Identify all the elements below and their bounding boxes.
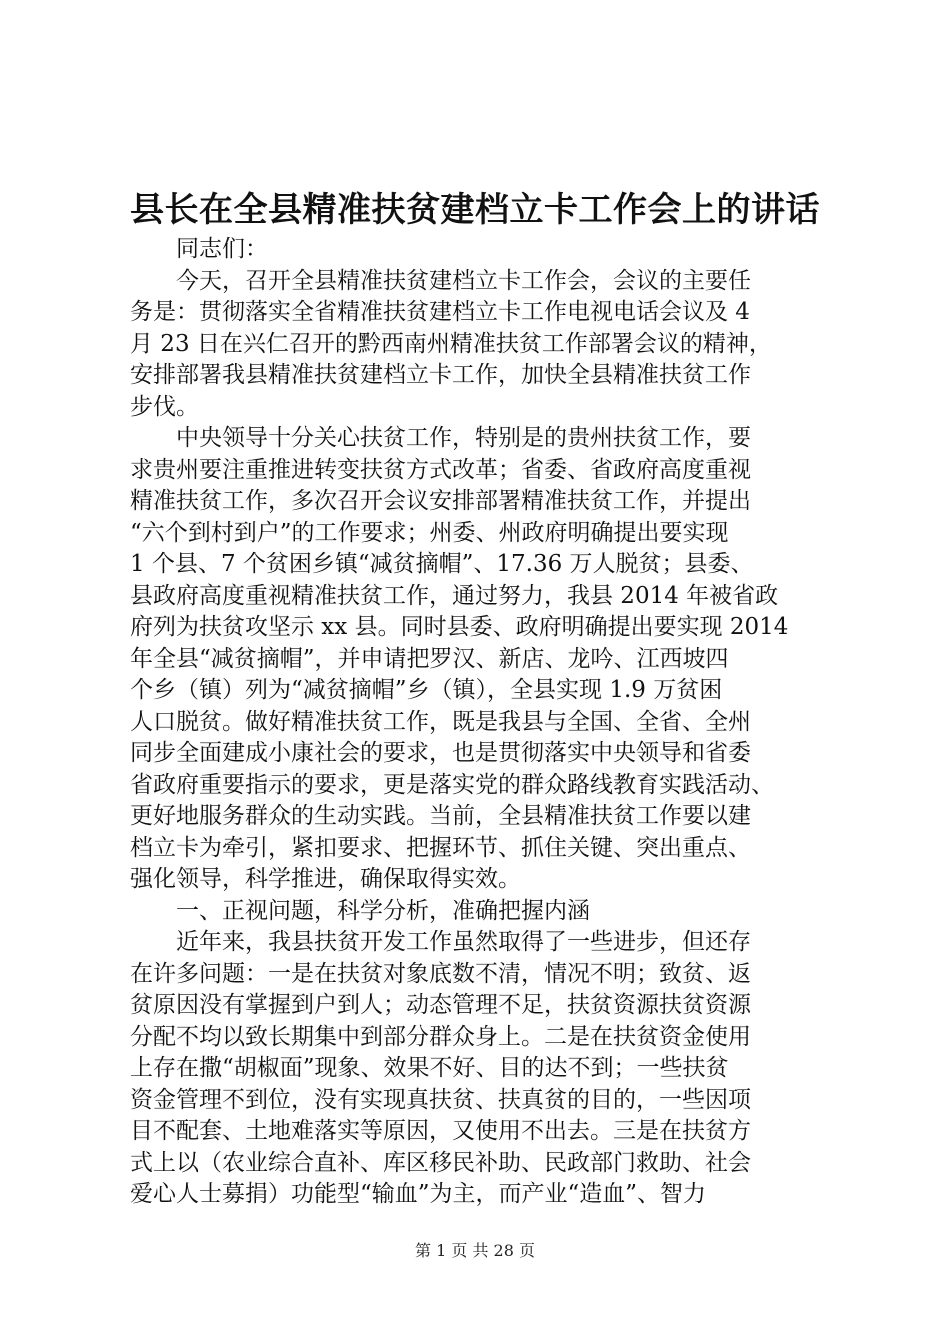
body-line: 求贵州要注重推进转变扶贫方式改革；省委、省政府高度重视 xyxy=(130,456,751,483)
body-line: 爱心人士募捐）功能型“输血”为主，而产业“造血”、智力 xyxy=(130,1181,707,1207)
document-body xyxy=(130,234,830,1211)
body-line: 资金管理不到位，没有实现真扶贫、扶真贫的目的，一些因项 xyxy=(130,1086,751,1113)
body-line: 今天，召开全县精准扶贫建档立卡工作会，会议的主要任 xyxy=(130,267,751,294)
body-line: 个乡（镇）列为“减贫摘帽”乡（镇），全县实现 1.9 万贫困 xyxy=(130,677,723,703)
body-line: 同步全面建成小康社会的要求，也是贯彻落实中央领导和省委 xyxy=(130,740,751,766)
body-line: 务是：贯彻落实全省精准扶贫建档立卡工作电视电话会议及 4 xyxy=(130,299,750,325)
body-line: 式上以（农业综合直补、库区移民补助、民政部门救助、社会 xyxy=(130,1149,751,1176)
body-line: 贫原因没有掌握到户到人；动态管理不足，扶贫资源扶贫资源 xyxy=(130,992,751,1018)
body-line: 目不配套、土地难落实等原因，又使用不出去。三是在扶贫方 xyxy=(130,1118,751,1144)
body-line: 档立卡为牵引，紧扣要求、把握环节、抓住关键、突出重点、 xyxy=(130,834,751,861)
body-line: 分配不均以致长期集中到部分群众身上。二是在扶贫资金使用 xyxy=(130,1023,751,1050)
body-line: 1 个县、7 个贫困乡镇“减贫摘帽”、17.36 万人脱贫；县委、 xyxy=(130,551,754,577)
body-line: 强化领导，科学推进，确保取得实效。 xyxy=(130,866,521,892)
section-heading: 一、正视问题，科学分析，准确把握内涵 xyxy=(130,897,590,924)
body-line: “六个到村到户”的工作要求；州委、州政府明确提出要实现 xyxy=(130,519,729,546)
body-line: 近年来，我县扶贫开发工作虽然取得了一些进步，但还存 xyxy=(130,929,751,955)
body-line: 精准扶贫工作，多次召开会议安排部署精准扶贫工作，并提出 xyxy=(130,488,751,514)
body-line: 人口脱贫。做好精准扶贫工作，既是我县与全国、全省、全州 xyxy=(130,708,751,735)
body-line: 年全县“减贫摘帽”，并申请把罗汉、新店、龙吟、江西坡四 xyxy=(130,645,729,672)
body-line: 月 23 日在兴仁召开的黔西南州精准扶贫工作部署会议的精神， xyxy=(130,330,772,357)
body-line: 府列为扶贫攻坚示 xx 县。同时县委、政府明确提出要实现 2014 xyxy=(130,614,789,640)
body-line: 在许多问题：一是在扶贫对象底数不清，情况不明；致贫、返 xyxy=(130,960,751,987)
body-line: 同志们： xyxy=(130,236,268,262)
page-number-footer: 第 1 页 共 28 页 xyxy=(415,1241,535,1260)
body-line: 县政府高度重视精准扶贫工作，通过努力，我县 2014 年被省政 xyxy=(130,582,779,609)
body-line: 安排部署我县精准扶贫建档立卡工作，加快全县精准扶贫工作 xyxy=(130,362,751,388)
body-line: 步伐。 xyxy=(130,393,199,420)
document-title: 县长在全县精准扶贫建档立卡工作会上的讲话 xyxy=(130,190,820,230)
body-line: 上存在撒“胡椒面”现象、效果不好、目的达不到；一些扶贫 xyxy=(130,1055,729,1081)
body-line: 更好地服务群众的生动实践。当前，全县精准扶贫工作要以建 xyxy=(130,803,751,829)
body-line: 中央领导十分关心扶贫工作，特别是的贵州扶贫工作，要 xyxy=(130,425,751,451)
body-line: 省政府重要指示的要求，更是落实党的群众路线教育实践活动、 xyxy=(130,771,774,798)
